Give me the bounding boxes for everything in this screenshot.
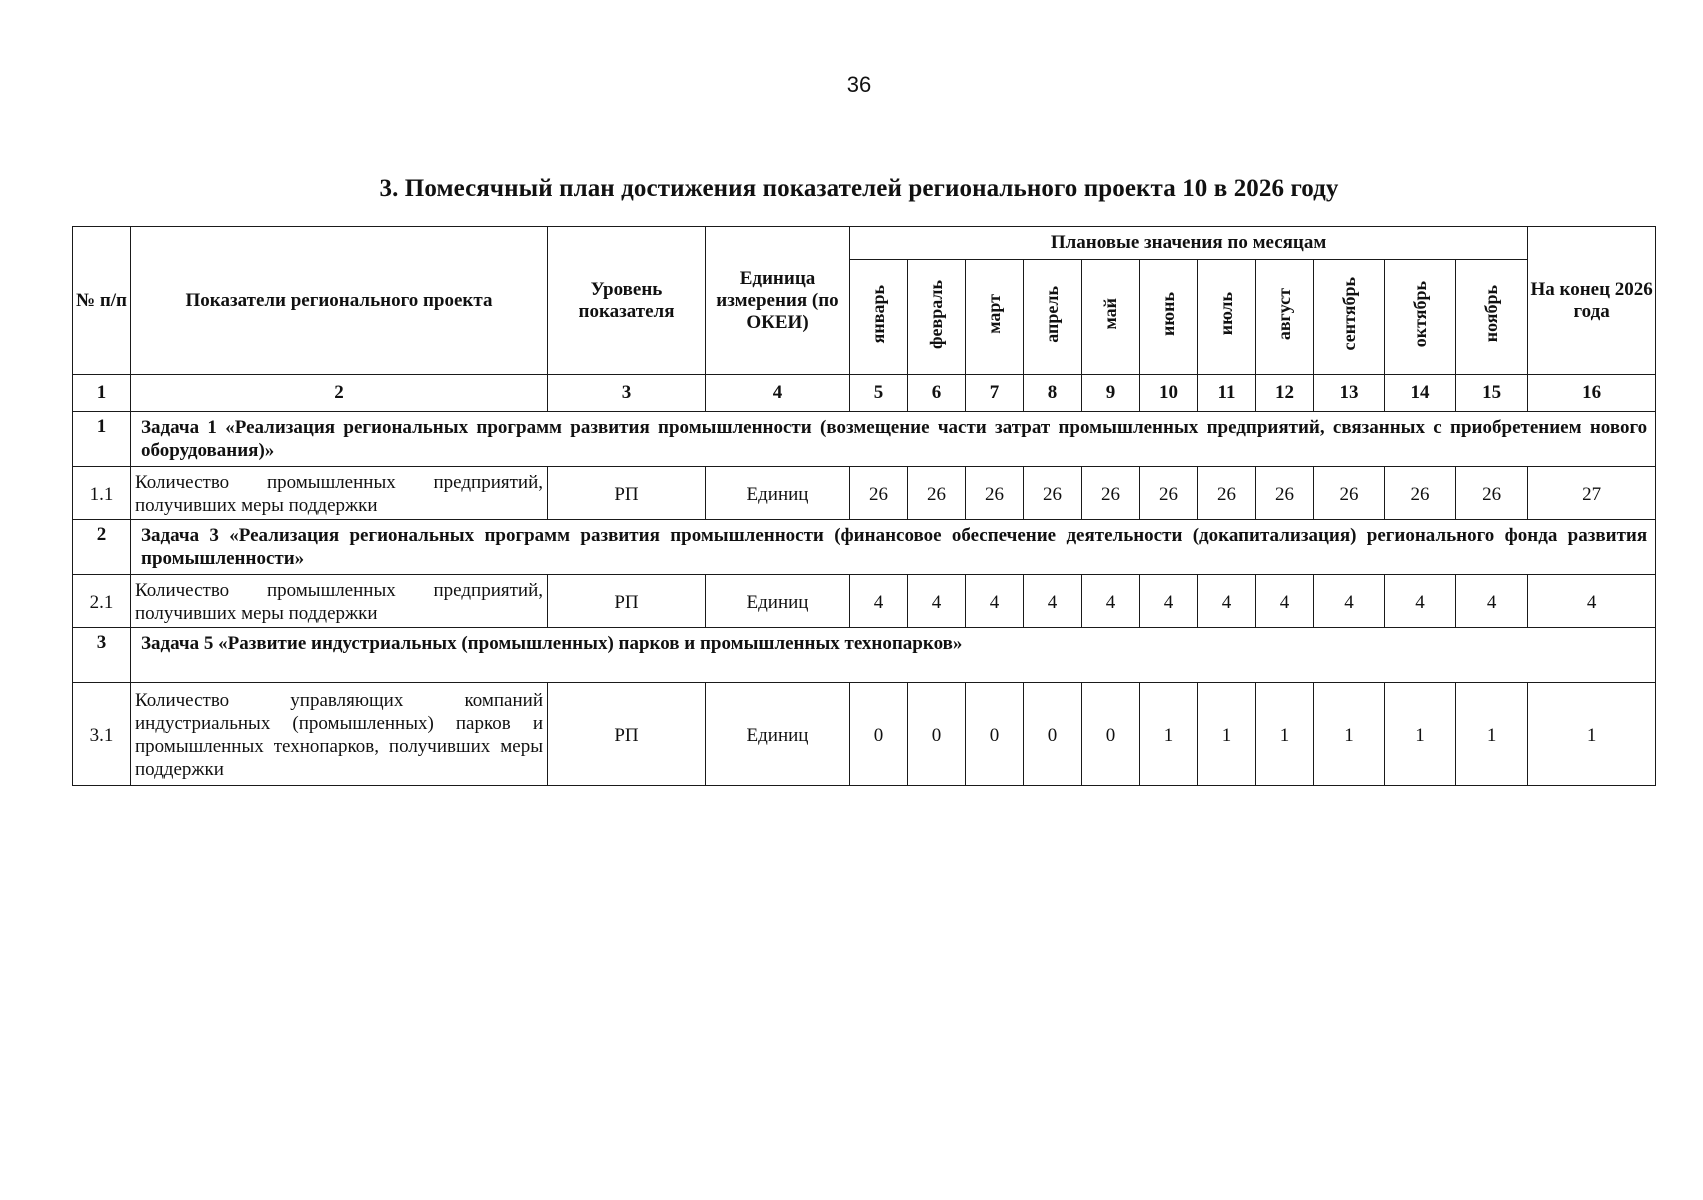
header-month-february xyxy=(908,260,966,375)
header-indicator: Показатели регионального проекта xyxy=(131,227,548,375)
header-month-april xyxy=(1024,260,1082,375)
column-number: 7 xyxy=(966,375,1024,412)
month-value: 4 xyxy=(850,575,908,628)
month-value: 0 xyxy=(908,683,966,786)
header-level: Уровень показателя xyxy=(548,227,706,375)
indicator-row xyxy=(73,575,1656,628)
column-number: 10 xyxy=(1140,375,1198,412)
indicator-row xyxy=(73,467,1656,520)
task-title: Задача 1 «Реализация региональных программ развития промышленности (возмещение части затрат промышленных предприятий, связанных с приобретением нового оборудования)» xyxy=(131,412,1656,467)
indicator-unit: Единиц xyxy=(706,683,850,786)
indicator-level: РП xyxy=(548,683,706,786)
document-title: 3. Помесячный план достижения показателей регионального проекта 10 в 2026 году xyxy=(379,175,1339,202)
page-number: 36 xyxy=(846,72,872,97)
month-value: 4 xyxy=(1140,575,1198,628)
month-value: 1 xyxy=(1256,683,1314,786)
task-number: 2 xyxy=(73,520,131,575)
month-label: апрель xyxy=(1042,285,1062,343)
month-label: август xyxy=(1274,287,1294,341)
month-value: 0 xyxy=(850,683,908,786)
month-value: 4 xyxy=(966,575,1024,628)
month-label: май xyxy=(1100,298,1120,330)
indicator-number: 1.1 xyxy=(73,467,131,520)
end-of-year-value: 1 xyxy=(1528,683,1656,786)
column-number: 14 xyxy=(1385,375,1456,412)
indicator-row xyxy=(73,683,1656,786)
header-num: № п/п xyxy=(73,227,131,375)
month-value: 4 xyxy=(1256,575,1314,628)
month-value: 4 xyxy=(1385,575,1456,628)
month-label: ноябрь xyxy=(1481,285,1502,343)
month-value: 26 xyxy=(1198,467,1256,520)
month-label: сентябрь xyxy=(1338,277,1359,351)
month-value: 0 xyxy=(1024,683,1082,786)
column-number: 9 xyxy=(1082,375,1140,412)
column-number: 1 xyxy=(73,375,131,412)
task-number: 1 xyxy=(73,412,131,467)
month-value: 26 xyxy=(1024,467,1082,520)
month-value: 26 xyxy=(1082,467,1140,520)
month-label: март xyxy=(984,294,1004,334)
header-month-november xyxy=(1456,260,1528,375)
task-title: Задача 5 «Развитие индустриальных (промышленных) парков и промышленных технопарков» xyxy=(131,628,1656,683)
column-number: 12 xyxy=(1256,375,1314,412)
task-title: Задача 3 «Реализация региональных программ развития промышленности (финансовое обеспечение деятельности (докапитализация) регионального фонда развития промышленности» xyxy=(131,520,1656,575)
month-value: 0 xyxy=(1082,683,1140,786)
month-value: 26 xyxy=(966,467,1024,520)
end-of-year-value: 4 xyxy=(1528,575,1656,628)
column-number: 6 xyxy=(908,375,966,412)
header-month-september xyxy=(1314,260,1385,375)
indicator-unit: Единиц xyxy=(706,575,850,628)
month-value: 4 xyxy=(1314,575,1385,628)
month-value: 1 xyxy=(1456,683,1528,786)
month-label: февраль xyxy=(926,279,946,349)
month-value: 1 xyxy=(1385,683,1456,786)
header-month-may xyxy=(1082,260,1140,375)
column-number: 13 xyxy=(1314,375,1385,412)
column-numbers-row xyxy=(73,375,1656,412)
column-number: 4 xyxy=(706,375,850,412)
indicator-unit: Единиц xyxy=(706,467,850,520)
header-month-march xyxy=(966,260,1024,375)
month-value: 26 xyxy=(1385,467,1456,520)
month-value: 4 xyxy=(1082,575,1140,628)
column-number: 3 xyxy=(548,375,706,412)
month-value: 1 xyxy=(1198,683,1256,786)
month-label: июнь xyxy=(1158,291,1178,336)
month-value: 0 xyxy=(966,683,1024,786)
month-value: 4 xyxy=(908,575,966,628)
indicator-name: Количество промышленных предприятий, получивших меры поддержки xyxy=(131,575,548,628)
task-row xyxy=(73,628,1656,683)
indicator-name: Количество управляющих компаний индустриальных (промышленных) парков и промышленных технопарков, получивших меры поддержки xyxy=(131,683,548,786)
task-row xyxy=(73,412,1656,467)
monthly-plan-table xyxy=(72,226,1656,786)
indicator-number: 2.1 xyxy=(73,575,131,628)
indicator-level: РП xyxy=(548,467,706,520)
table-header xyxy=(73,227,1656,375)
month-value: 26 xyxy=(908,467,966,520)
header-month-august xyxy=(1256,260,1314,375)
header-planned-values: Плановые значения по месяцам xyxy=(850,227,1528,260)
column-number: 2 xyxy=(131,375,548,412)
month-value: 26 xyxy=(1456,467,1528,520)
month-label: октябрь xyxy=(1409,280,1430,348)
end-of-year-value: 27 xyxy=(1528,467,1656,520)
column-number: 5 xyxy=(850,375,908,412)
header-month-january xyxy=(850,260,908,375)
indicator-name: Количество промышленных предприятий, получивших меры поддержки xyxy=(131,467,548,520)
month-value: 26 xyxy=(1140,467,1198,520)
column-number: 11 xyxy=(1198,375,1256,412)
indicator-number: 3.1 xyxy=(73,683,131,786)
month-label: январь xyxy=(868,284,888,344)
header-unit: Единица измерения (по ОКЕИ) xyxy=(706,227,850,375)
month-value: 1 xyxy=(1314,683,1385,786)
month-label: июль xyxy=(1216,292,1236,336)
header-month-july xyxy=(1198,260,1256,375)
month-value: 26 xyxy=(850,467,908,520)
month-value: 1 xyxy=(1140,683,1198,786)
header-end-of-year: На конец 2026 года xyxy=(1528,227,1656,375)
column-number: 16 xyxy=(1528,375,1656,412)
month-value: 26 xyxy=(1256,467,1314,520)
column-number: 15 xyxy=(1456,375,1528,412)
month-value: 4 xyxy=(1198,575,1256,628)
month-value: 26 xyxy=(1314,467,1385,520)
header-month-june xyxy=(1140,260,1198,375)
month-value: 4 xyxy=(1024,575,1082,628)
column-number: 8 xyxy=(1024,375,1082,412)
month-value: 4 xyxy=(1456,575,1528,628)
indicator-level: РП xyxy=(548,575,706,628)
header-month-october xyxy=(1385,260,1456,375)
task-row xyxy=(73,520,1656,575)
task-number: 3 xyxy=(73,628,131,683)
